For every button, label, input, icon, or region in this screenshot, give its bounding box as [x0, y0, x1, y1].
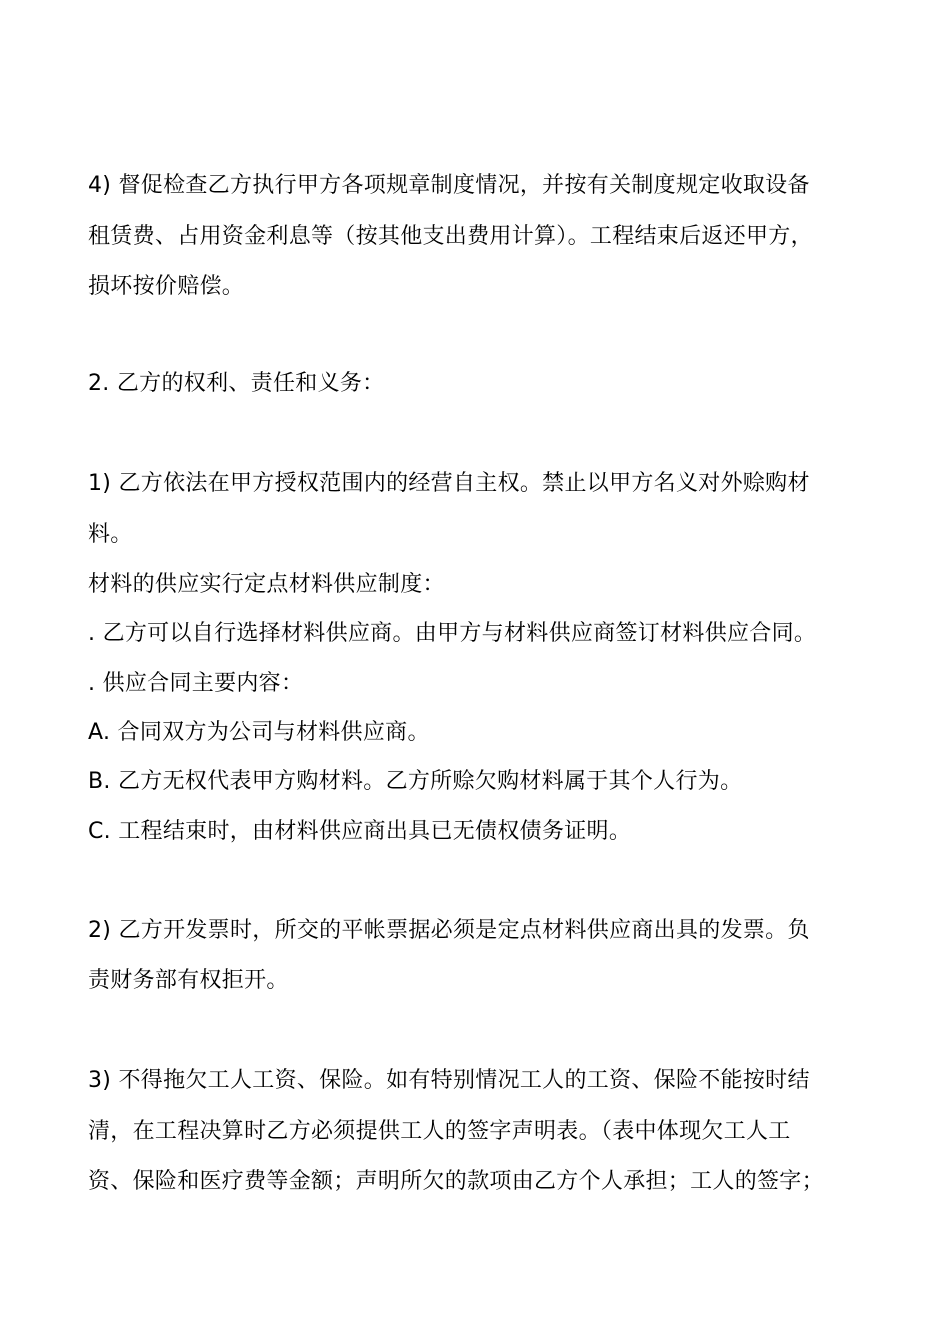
text-line: 损坏按价赔偿。 [88, 274, 245, 299]
text-line: 4) 督促检查乙方执行甲方各项规章制度情况，并按有关制度规定收取设备 [88, 173, 810, 198]
text-line: 材料的供应实行定点材料供应制度： [88, 572, 445, 597]
text-line: . 乙方可以自行选择材料供应商。由甲方与材料供应商签订材料供应合同。 [88, 621, 817, 646]
text-line: . 供应合同主要内容： [88, 671, 304, 696]
list-item: C. 工程结束时，由材料供应商出具已无债权债务证明。 [88, 819, 632, 844]
text-line: 3) 不得拖欠工人工资、保险。如有特别情况工人的工资、保险不能按时结 [88, 1068, 810, 1093]
list-item: B. 乙方无权代表甲方购材料。乙方所赊欠购材料属于其个人行为。 [88, 769, 743, 794]
text-line: 资、保险和医疗费等金额；声明所欠的款项由乙方个人承担；工人的签字； [88, 1169, 824, 1194]
section-heading: 2. 乙方的权利、责任和义务： [88, 371, 385, 396]
text-line: 2) 乙方开发票时，所交的平帐票据必须是定点材料供应商出具的发票。负 [88, 918, 810, 943]
text-line: 责财务部有权拒开。 [88, 968, 289, 993]
text-line: 租赁费、占用资金利息等（按其他支出费用计算）。工程结束后返还甲方， [88, 224, 813, 249]
text-line: 清，在工程决算时乙方必须提供工人的签字声明表。（表中体现欠工人工 [88, 1119, 791, 1144]
text-line: 1) 乙方依法在甲方授权范围内的经营自主权。禁止以甲方名义对外赊购材 [88, 471, 810, 496]
text-line: 料。 [88, 522, 133, 547]
list-item: A. 合同双方为公司与材料供应商。 [88, 720, 430, 745]
